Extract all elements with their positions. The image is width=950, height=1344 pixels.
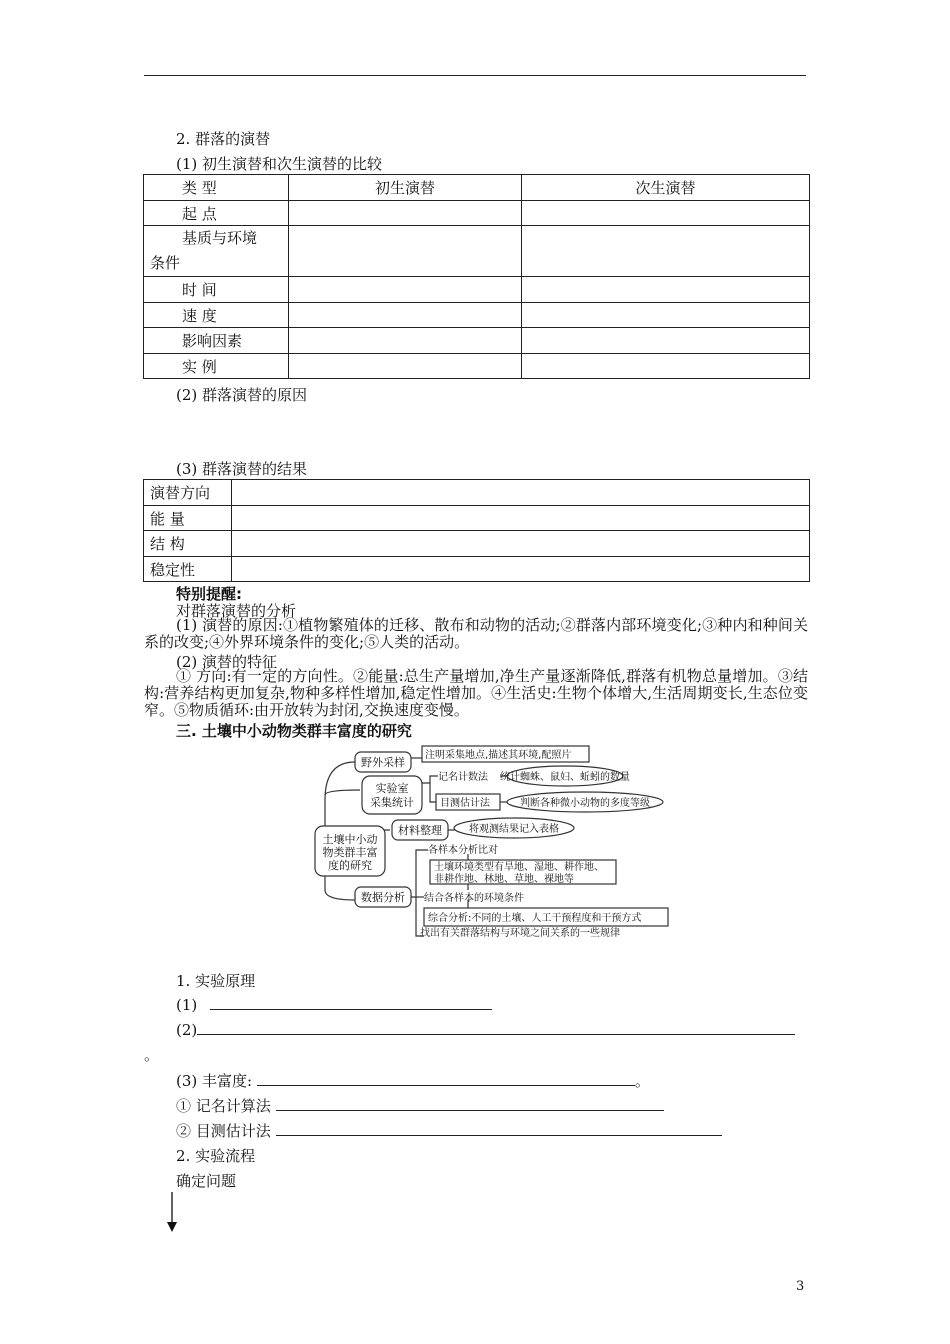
center-label-line: 度的研究 (328, 859, 372, 872)
feature-subheading: (2) 演替的特征 (176, 653, 278, 671)
row-label: 速 度 (144, 303, 289, 328)
table-row (144, 328, 810, 354)
research-diagram (300, 740, 680, 940)
material-label: 材料整理 (398, 824, 442, 837)
flow-heading: 2. 实验流程 (176, 1147, 256, 1165)
reminder-feature-paragraph: ① 方向:有一定的方向性。②能量:总生产量增加,净生产量逐渐降低,群落有机物总量增加。③结构:营养结构更加复杂,物种多样性增加,稳定性增加。④生活史:生物个体增大,生活周期变长,生态位变窄。⑤物质循环:由开放转为封闭,交换速度变慢。 (144, 667, 808, 719)
result-table (143, 479, 810, 582)
row-label: 时 间 (144, 277, 289, 303)
principle-3 (176, 1070, 650, 1091)
section-3-heading: 三. 土壤中小动物类群丰富度的研究 (176, 722, 412, 740)
blank-line (276, 1096, 664, 1111)
table-header-cell: 次生演替 (522, 175, 810, 201)
connector (325, 790, 360, 795)
principle-2-end: 。 (144, 1046, 160, 1064)
blank-line (276, 1121, 722, 1136)
principle-2-label: (2) (176, 1021, 198, 1039)
method-1-label: 记名计数法 (438, 772, 488, 783)
principle-3-end: 。 (634, 1072, 650, 1090)
table-row (144, 175, 810, 201)
method-1 (176, 1095, 664, 1116)
analysis-step-4: 找出有关群落结构与环境之间关系的一些规律 (420, 928, 620, 939)
cause-subheading: (2) 群落演替的原因 (176, 386, 308, 404)
table-row (144, 506, 810, 531)
row-label: 演替方向 (144, 480, 232, 506)
method-2 (176, 1120, 722, 1141)
table-row (144, 277, 810, 303)
table-row (144, 480, 810, 506)
row-label: 结 构 (144, 531, 232, 557)
analysis-step-1: 各样本分析比对 (428, 845, 498, 856)
method-1-text: ① 记名计算法 (176, 1097, 271, 1115)
connector (410, 850, 428, 897)
table-row (144, 557, 810, 582)
analysis-step-2: 结合各样本的环境条件 (424, 893, 524, 904)
reminder-cause-paragraph: (1) 演替的原因:①植物繁殖体的迁移、散布和动物的活动;②群落内部环境变化;③种内和种间关系的改变;④外界环境条件的变化;⑤人类的活动。 (144, 616, 808, 651)
principle-1 (176, 995, 492, 1014)
table-row (144, 354, 810, 379)
data-analysis-label: 数据分析 (361, 891, 405, 904)
row-label: 稳定性 (144, 557, 232, 582)
table-row (144, 201, 810, 226)
row-label: 起 点 (144, 201, 289, 226)
principle-3-label: (3) 丰富度: (176, 1072, 253, 1090)
field-sampling-label: 野外采样 (361, 756, 405, 769)
blank-line (197, 1020, 795, 1035)
principle-heading: 1. 实验原理 (176, 972, 256, 990)
row-label: 基质与环境 条件 (144, 226, 289, 277)
row-label: 能 量 (144, 506, 232, 531)
soil-type-line: 土壤环境类型有旱地、湿地、耕作地、 (434, 862, 604, 873)
row-label: 影响因素 (144, 328, 289, 354)
table-row (144, 303, 810, 328)
row-label: 实 例 (144, 354, 289, 379)
connector (430, 776, 438, 783)
blank-line (210, 995, 492, 1010)
method-2-note: 判断各种微小动物的多度等级 (520, 798, 650, 809)
center-label-line: 土壤中小动 (322, 833, 378, 846)
table-row (144, 531, 810, 557)
table-header-cell: 类 型 (144, 175, 289, 201)
soil-type-line: 非耕作地、林地、草地、裸地等 (434, 874, 574, 885)
reminder-title: 特别提醒: (176, 585, 242, 603)
center-label-line: 物类群丰富 (322, 846, 378, 859)
lab-label-line: 实验室 (375, 782, 409, 795)
field-note: 注明采集地点,描述其环境,配照片 (425, 750, 572, 761)
table-row (144, 226, 810, 277)
material-note: 将观测结果记入表格 (469, 824, 559, 835)
header-rule (144, 75, 806, 76)
blank-line (257, 1071, 635, 1086)
principle-2 (176, 1020, 795, 1039)
flow-step: 确定问题 (176, 1172, 237, 1190)
analysis-step-3: 综合分析:不同的土壤、人工干预程度和干预方式 (428, 913, 642, 924)
method-2-label: 目测估计法 (440, 798, 490, 809)
method-1-note: 统计蜘蛛、鼠妇、蚯蚓的数量 (500, 772, 630, 783)
table-header-cell: 初生演替 (289, 175, 522, 201)
compare-subheading: (1) 初生演替和次生演替的比较 (176, 155, 383, 173)
section-2-heading: 2. 群落的演替 (176, 130, 271, 148)
page-number: 3 (796, 1279, 805, 1294)
method-2-text: ② 目测估计法 (176, 1122, 271, 1140)
principle-1-label: (1) (176, 996, 198, 1014)
lab-label-line: 采集统计 (370, 796, 414, 809)
result-subheading: (3) 群落演替的结果 (176, 460, 308, 478)
reminder-intro: 对群落演替的分析 (176, 602, 297, 620)
compare-table (143, 174, 810, 379)
down-arrow-icon (164, 1192, 180, 1234)
